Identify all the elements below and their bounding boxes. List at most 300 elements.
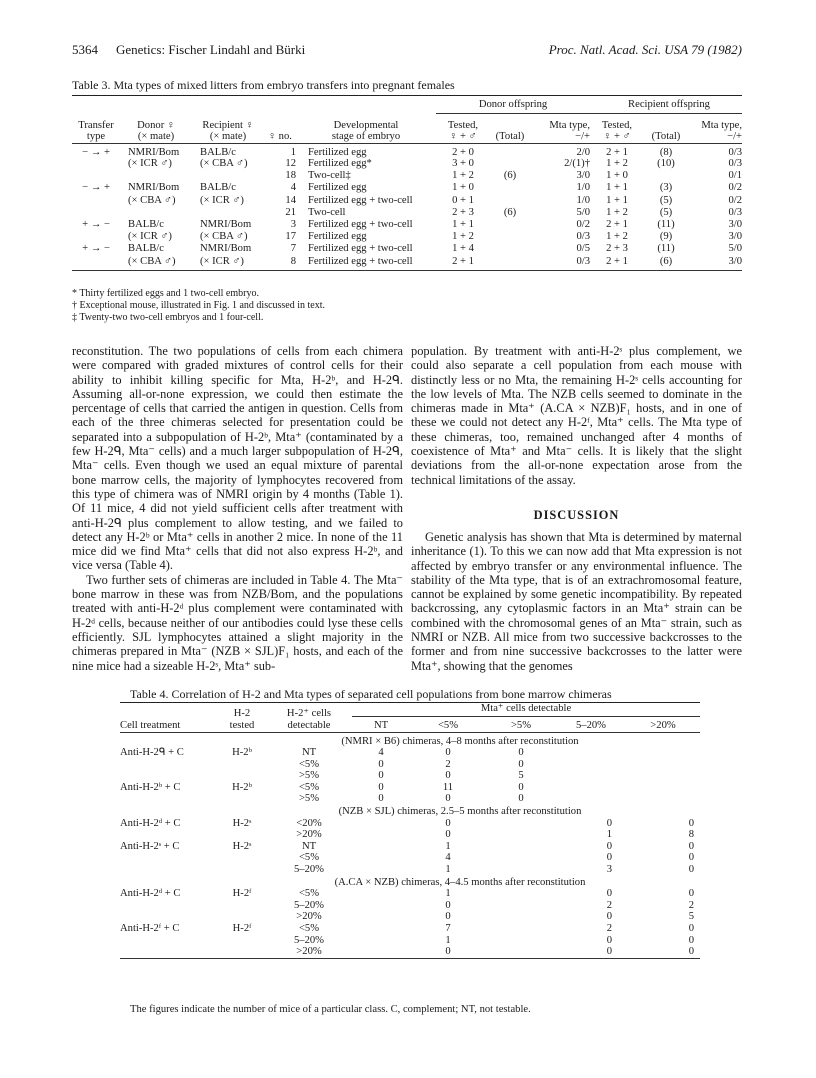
table3-caption: Table 3. Mta types of mixed litters from embryo transfers into pregnant females [72,78,455,92]
col-donor-total: (Total) [495,131,525,142]
t4-count: 0 [606,840,612,852]
t4-treatment [120,829,218,841]
t4-count [626,759,700,771]
t3-recipient-tested: 2 + 1 [606,218,628,230]
t3-transfer [72,231,120,243]
t4-count: 0 [378,758,384,770]
col-donor: Donor ♀ (× mate) [137,119,175,142]
t4-count [486,946,556,958]
t4-count [352,852,410,864]
table3-top-rule [72,95,742,96]
t3-donor: BALB/c [128,243,164,255]
t3-transfer [72,170,120,182]
t3-female-no: 3 [290,218,296,230]
t4-treatment: Anti-H-2ᵈ + C [120,888,181,900]
t3-stage: Fertilized egg + two-cell [308,255,413,267]
t3-recipient: BALB/c [200,182,236,194]
t3-recipient: (× CBA ♂) [200,231,248,243]
table4-row [120,818,700,830]
t4-count: 0 [518,781,524,793]
t4-h2-tested: H-2ᶠ [232,923,252,934]
t4-treatment: Anti-H-2ᵈ + C [120,817,181,829]
t4-h2-detectable: 5–20% [293,899,324,911]
t4-h2-detectable: >5% [298,793,320,805]
t3-donor-tested: 3 + 0 [452,158,474,169]
table3-footnote-3: ‡ Twenty-two two-cell embryos and 1 four-cell. [72,312,264,323]
t3-recipient-total: (11) [657,218,675,230]
t4-count [486,864,556,876]
t4-count: 0 [378,793,384,805]
t3-recipient-mta: 0/2 [728,194,742,206]
table4-row [120,770,700,782]
t3-recipient-mta: 0/2 [728,182,742,194]
right-column-top [411,344,742,487]
table4-row [120,911,700,923]
t3-transfer [72,195,120,207]
t3-female-no: 18 [285,170,296,182]
table4-section-label: (A.CA × NZB) chimeras, 4–4.5 months after reconstitution [334,876,586,888]
t3-recipient-tested: 1 + 2 [606,231,628,243]
left-paragraph-1: reconstitution. The two populations of cells from each chimera were compared with graded mixtures of control cells for their ability to inhibit killing specific for Mta, H-2ᵇ, and H-2ᑫ. Assuming all-or-none expression, we could then estimate the percentage of cells that carried the antigen in question. Cells from each of the three chimeras selected for presentation could be separated into a subpopulation of H-2ᵇ, Mta⁺ (contaminated by a few H-2ᑫ, Mta⁻ cells) and a much larger subpopulation of H-2ᑫ, Mta⁻ cells. Even though we used an equal mixture of parental bone marrow cells, the majority of lymphocytes recovered from this type of chimera was of NMRI origin by 4 months (Table 1). Of 11 mice, 4 did not yield sufficient cells after treatment with anti-H-2ᑫ plus complement to allow testing, and we failed to detect any H-2ᵇ or Mta⁺ cells in another 2 mice. In none of the 11 mice did we find Mta⁺ cells that did not also express H-2ᵇ, and vice versa (Table 4). [72,344,403,573]
t4-count: 2 [688,899,694,911]
t3-recipient-mta: 0/3 [728,158,742,169]
t4-h2-detectable: 5–20% [293,934,324,946]
t3-donor-mta: 0/2 [576,218,590,230]
t4-count: 0 [688,946,694,958]
t3-donor [120,207,192,219]
table3-row [72,182,742,194]
t4-count: 0 [445,946,451,958]
t4-count: 2 [606,923,612,934]
t4-count [352,829,410,841]
t4-count [556,770,626,782]
t4-h2-detectable: NT [301,747,317,759]
t3-donor: (× ICR ♂) [128,231,172,243]
t4-count [626,770,700,782]
t3-stage: Fertilized egg [308,182,367,194]
t3-donor-mta: 5/0 [576,206,590,218]
t4-h2-detectable: <5% [298,888,320,900]
t4-treatment [120,900,218,912]
table4-footnote: The figures indicate the number of mice of a particular class. C, complement; NT, not testable. [130,1004,531,1015]
t4-count: 0 [445,793,451,805]
t3-donor-total: (6) [503,170,517,182]
t3-recipient-tested: 1 + 1 [606,194,628,206]
t3-recipient-mta: 3/0 [728,218,742,230]
t4-count: 1 [606,829,612,841]
table3-row [72,256,742,271]
t4-h2-tested [218,770,266,782]
t3-recipient-total [644,170,688,182]
t3-donor-tested: 1 + 2 [452,231,474,243]
t3-donor: NMRI/Bom [128,146,180,158]
t3-donor-mta: 1/0 [576,194,590,206]
table4-row [120,888,700,900]
t3-recipient [192,207,264,219]
t4-h2-tested: H-2ˢ [232,817,252,829]
t3-transfer [72,256,120,271]
t4-h2-tested [218,946,266,958]
t3-recipient-total: (9) [659,231,673,243]
t4-col-nt: NT [373,719,389,731]
t3-donor-total [490,219,530,231]
section-title-discussion: DISCUSSION [533,508,620,522]
right-paragraph-1: population. By treatment with anti-H-2ˢ plus complement, we could also separate a cell population from each mouse with distinctly less or no Mta, the remaining H-2ˢ cells accounting for the low levels of Mta. The NZB cells seemed to dominate in the chimeras made in Mta⁺ (A.CA × NZB)F₁ hosts, and in one of these we could not detect any H-2ᶠ, Mta⁺ cells. The Mta type of these chimeras, too, remained unchanged after 4 months of coexistence of Mta⁺ and Mta⁻ cells. It is likely that the slight deviations from the all-or-none expectation arose from the technical limitations of the assay. [411,344,742,487]
t4-treatment [120,864,218,876]
t4-count: 1 [445,840,451,852]
journal-title: Genetics: Fischer Lindahl and Bürki [116,42,306,57]
t4-count [352,923,410,935]
t3-donor-tested: 0 + 1 [452,194,474,206]
table3-row [72,231,742,243]
t4-h2-detectable: >20% [296,946,322,958]
t4-count [556,747,626,759]
t3-recipient-tested: 1 + 2 [606,206,628,218]
t4-count: 0 [606,817,612,829]
t4-h2-detectable: <5% [298,852,320,864]
t4-count [486,911,556,923]
table3-row [72,195,742,207]
t4-h2-detectable: <5% [298,923,320,934]
t4-count [626,782,700,794]
table4-row [120,946,700,958]
table4-row [120,829,700,841]
t3-recipient-tested: 1 + 1 [606,182,628,194]
t3-female-no: 17 [285,231,296,243]
t4-count: 0 [688,840,694,852]
t4-h2-detectable: >20% [296,829,322,841]
t4-count [486,852,556,864]
t4-h2-tested [218,935,266,947]
t4-count [486,829,556,841]
t3-recipient-tested: 2 + 1 [606,255,628,267]
t3-donor-mta: 2/(1)† [564,158,590,169]
t4-treatment [120,852,218,864]
t3-recipient-tested: 1 + 0 [606,170,628,182]
t4-count: 0 [606,888,612,900]
t3-transfer: + → − [82,218,110,230]
table3-footnote-1: * Thirty fertilized eggs and 1 two-cell embryo. [72,288,259,299]
t4-treatment: Anti-H-2ᶠ + C [120,923,180,934]
t4-count: 0 [518,747,524,759]
table4-row [120,864,700,876]
t4-col-gt20: >20% [650,719,676,731]
page-number: 5364 [72,42,98,57]
t4-count: 0 [688,852,694,864]
table4-row [120,923,700,935]
table4-row [120,793,700,805]
t3-donor-tested: 2 + 0 [452,146,474,158]
t4-count: 0 [606,852,612,864]
t4-h2-detectable: <20% [296,817,322,829]
table4-caption: Table 4. Correlation of H-2 and Mta types of separated cell populations from bone marrow chimeras [130,687,612,701]
t3-donor-total [490,158,530,170]
t3-stage: Fertilized egg [308,146,367,158]
t3-recipient-mta: 3/0 [728,255,742,267]
t3-female-no: 4 [290,182,296,194]
t4-h2-tested [218,911,266,923]
t3-recipient: (× ICR ♂) [200,255,244,267]
t3-recipient-mta: 3/0 [728,231,742,243]
t4-count: 0 [445,770,451,782]
t4-treatment [120,946,218,958]
t4-count [486,923,556,935]
t4-count: 0 [518,758,524,770]
t4-count [626,793,700,805]
t4-h2-tested [218,852,266,864]
t4-col-gt5: >5% [510,719,532,731]
t4-treatment: Anti-H-2ˢ + C [120,840,180,852]
t4-h2-tested [218,864,266,876]
t3-recipient: BALB/c [200,146,236,158]
t4-count: 0 [378,770,384,782]
t4-h2-detectable: >20% [296,911,322,923]
left-paragraph-2: Two further sets of chimeras are included in Table 4. The Mta⁻ bone marrow in these was from NZB/Bom, and the populations treated with anti-H-2ᵈ plus complement were contaminated with H-2ᵈ cells, because neither of our antibodies could lyse these cells efficiently. SJL lymphocytes attained a slight majority in the chimeras prepared in Mta⁻ (NZB × SJL)F₁ hosts, and each of the nine mice had a sizeable H-2ˢ, Mta⁺ sub- [72,572,403,673]
t4-col-treatment: Cell treatment [120,719,181,731]
table3-row [72,207,742,219]
t3-recipient-mta: 0/3 [728,206,742,218]
t4-count: 7 [445,923,451,934]
table4-row [120,935,700,947]
t4-count [352,900,410,912]
t3-donor-tested: 2 + 3 [452,206,474,218]
t3-recipient: NMRI/Bom [200,218,252,230]
t4-count: 0 [445,817,451,829]
t4-h2-tested: H-2ᵇ [232,781,252,793]
t3-donor-total [490,243,530,255]
t4-count [352,911,410,923]
t3-donor-tested: 1 + 4 [452,243,474,255]
t4-count: 0 [606,946,612,958]
t3-donor-tested: 2 + 1 [452,255,474,267]
t4-count: 4 [445,852,451,864]
col-recipient-total: (Total) [651,131,681,142]
t4-col-5-20: 5–20% [575,719,606,731]
col-donor-tested: Tested, ♀ + ♂ [447,119,479,142]
table4-section-label: (NZB × SJL) chimeras, 2.5–5 months after reconstitution [338,806,582,818]
col-recipient-tested: Tested, ♀ + ♂ [601,119,633,142]
t3-recipient-tested: 1 + 2 [606,158,628,169]
t4-count [486,935,556,947]
col-female-no: ♀ no. [268,131,292,142]
t3-recipient-mta: 5/0 [728,243,742,255]
t3-donor [120,170,192,182]
t4-count: 2 [606,899,612,911]
t3-recipient-total: (3) [659,182,673,194]
t4-h2-tested [218,793,266,805]
table4-section-title [120,876,700,889]
t3-transfer: + → − [82,243,110,255]
t3-donor-mta: 0/5 [576,243,590,255]
t3-female-no: 8 [290,255,296,267]
t4-count [556,759,626,771]
t3-donor-mta: 0/3 [576,231,590,243]
t4-count [352,818,410,830]
t3-transfer [72,158,120,170]
t4-count: 0 [688,888,694,900]
t4-h2-detectable: 5–20% [293,864,324,876]
t4-treatment [120,935,218,947]
table4-section-label: (NMRI × B6) chimeras, 4–8 months after reconstitution [341,735,579,747]
t3-donor-total [490,195,530,207]
t3-recipient: NMRI/Bom [200,243,252,255]
t4-count [352,946,410,958]
table3-footnote-2: † Exceptional mouse, illustrated in Fig. 1 and discussed in text. [72,300,326,311]
t4-h2-detectable: <5% [298,758,320,770]
running-header [72,42,742,58]
t4-group-mta: Mta⁺ cells detectable [352,703,700,716]
t4-count [486,818,556,830]
t4-count: 1 [445,864,451,876]
t4-count: 0 [445,899,451,911]
t3-stage: Fertilized egg + two-cell [308,243,413,255]
t4-treatment [120,793,218,805]
t3-recipient-total: (6) [659,255,673,267]
t4-count: 0 [688,923,694,934]
col-transfer-type: Transfer type [78,119,114,142]
t4-treatment: Anti-H-2ᵇ + C [120,781,181,793]
t3-female-no: 14 [285,194,296,206]
table4-row [120,782,700,794]
table4-row [120,841,700,853]
t4-count: 0 [606,911,612,923]
t3-donor: (× CBA ♂) [128,194,176,206]
t3-female-no: 21 [285,206,296,218]
left-column [72,344,403,673]
t4-count: 0 [378,781,384,793]
t4-treatment [120,759,218,771]
t4-count [556,793,626,805]
t3-female-no: 7 [290,243,296,255]
t4-count: 0 [606,934,612,946]
t4-count: 11 [442,781,454,793]
table4-row [120,747,700,759]
t4-h2-tested: H-2ᵇ [232,747,252,759]
t4-count: 0 [518,793,524,805]
t3-donor-tested: 1 + 0 [452,182,474,194]
table3-row [72,243,742,255]
col-donor-mta: Mta type, −/+ [549,119,590,142]
t4-treatment [120,770,218,782]
journal-reference: Proc. Natl. Acad. Sci. USA 79 (1982) [548,42,742,57]
t4-h2-tested: H-2ˢ [232,840,252,852]
right-paragraph-2: Genetic analysis has shown that Mta is determined by maternal inheritance (1). To this we can now add that Mta expression is not affected by embryo transfer or any environmental influence. The stability of the Mta type, that is of an extrachromosomal feature, cannot be explained by some genetic incompatibility. By repeated backcrossing, any cytoplasmic factors in an Mta⁺ strain can be combined with the chromosomal genes of an Mta⁻ strain, such as NMRI or NZB. All mice from two successive backcrosses to the former and from nine successive backcrosses to the latter were Mta⁺, showing that the genomes [411,530,742,673]
t3-transfer [72,207,120,219]
table3-row [72,170,742,182]
t4-count: 0 [445,747,451,759]
t3-recipient-total: (10) [657,158,675,169]
t4-count [352,864,410,876]
t4-count: 0 [445,911,451,923]
t3-recipient: (× ICR ♂) [200,194,244,206]
t4-count [486,900,556,912]
t3-donor: NMRI/Bom [128,182,180,194]
col-recipient-mta: Mta type, −/+ [701,119,742,142]
t4-h2-tested [218,829,266,841]
t3-female-no: 12 [285,158,296,169]
t4-col-lt5: <5% [437,719,459,731]
t4-count [486,888,556,900]
table4 [120,703,700,959]
table3 [72,97,742,271]
t3-donor: (× ICR ♂) [128,158,172,169]
t4-count [486,841,556,853]
table4-section-title [120,805,700,818]
t3-recipient-tested: 2 + 3 [606,243,628,255]
table4-row [120,900,700,912]
t3-donor-tested: 1 + 2 [452,170,474,182]
t3-donor-mta: 0/3 [576,255,590,267]
t4-count: 0 [688,817,694,829]
t3-donor-total [490,182,530,194]
t4-col-h2-cells: H-2⁺ cells detectable [286,708,332,731]
t4-h2-detectable: >5% [298,770,320,782]
t3-recipient-mta: 0/1 [728,170,742,182]
t3-recipient-tested: 2 + 1 [606,146,628,158]
t3-recipient [192,170,264,182]
t4-count [352,841,410,853]
t4-count [352,888,410,900]
t3-donor-total [490,231,530,243]
t3-donor-total [490,143,530,158]
t4-treatment [120,911,218,923]
t3-stage: Fertilized egg* [308,158,372,169]
t3-transfer: − → + [82,146,110,158]
table3-row [72,219,742,231]
t3-female-no: 1 [290,146,296,158]
t4-count: 3 [606,864,612,876]
t3-stage: Fertilized egg [308,231,367,243]
recipient-offspring-header: Recipient offspring [590,97,742,113]
t3-donor-mta: 1/0 [576,182,590,194]
t4-h2-tested [218,759,266,771]
t4-count: 8 [688,829,694,841]
t4-count [556,782,626,794]
t4-count [626,747,700,759]
t4-count: 5 [518,770,524,782]
t4-h2-detectable: <5% [298,781,320,793]
t3-stage: Fertilized egg + two-cell [308,218,413,230]
t3-donor-total [490,256,530,271]
t3-recipient-total: (11) [657,243,675,255]
t3-recipient-total: (5) [659,206,673,218]
t3-recipient: (× CBA ♂) [200,158,248,169]
t4-col-h2-tested: H-2 tested [229,708,255,731]
t4-count: 0 [445,829,451,841]
table4-row [120,759,700,771]
t3-donor-tested: 1 + 1 [452,218,474,230]
col-recipient: Recipient ♀ (× mate) [202,119,254,142]
t3-donor: (× CBA ♂) [128,255,176,267]
col-stage: Developmental stage of embryo [331,119,401,142]
t3-stage: Two-cell [308,206,346,218]
t3-donor-total: (6) [503,206,517,218]
t3-donor: BALB/c [128,218,164,230]
table4-section-title [120,732,700,747]
table4-row [120,852,700,864]
t3-stage: Two-cell‡ [308,170,351,182]
t4-count: 2 [445,758,451,770]
t4-treatment: Anti-H-2ᑫ + C [120,747,184,759]
table3-row [72,143,742,158]
t3-recipient-mta: 0/3 [728,146,742,158]
table3-row [72,158,742,170]
t4-count: 4 [378,747,384,759]
t4-h2-tested [218,900,266,912]
t3-recipient-total: (8) [659,146,673,158]
t3-transfer: − → + [82,182,110,194]
t3-donor-mta: 2/0 [576,146,590,158]
